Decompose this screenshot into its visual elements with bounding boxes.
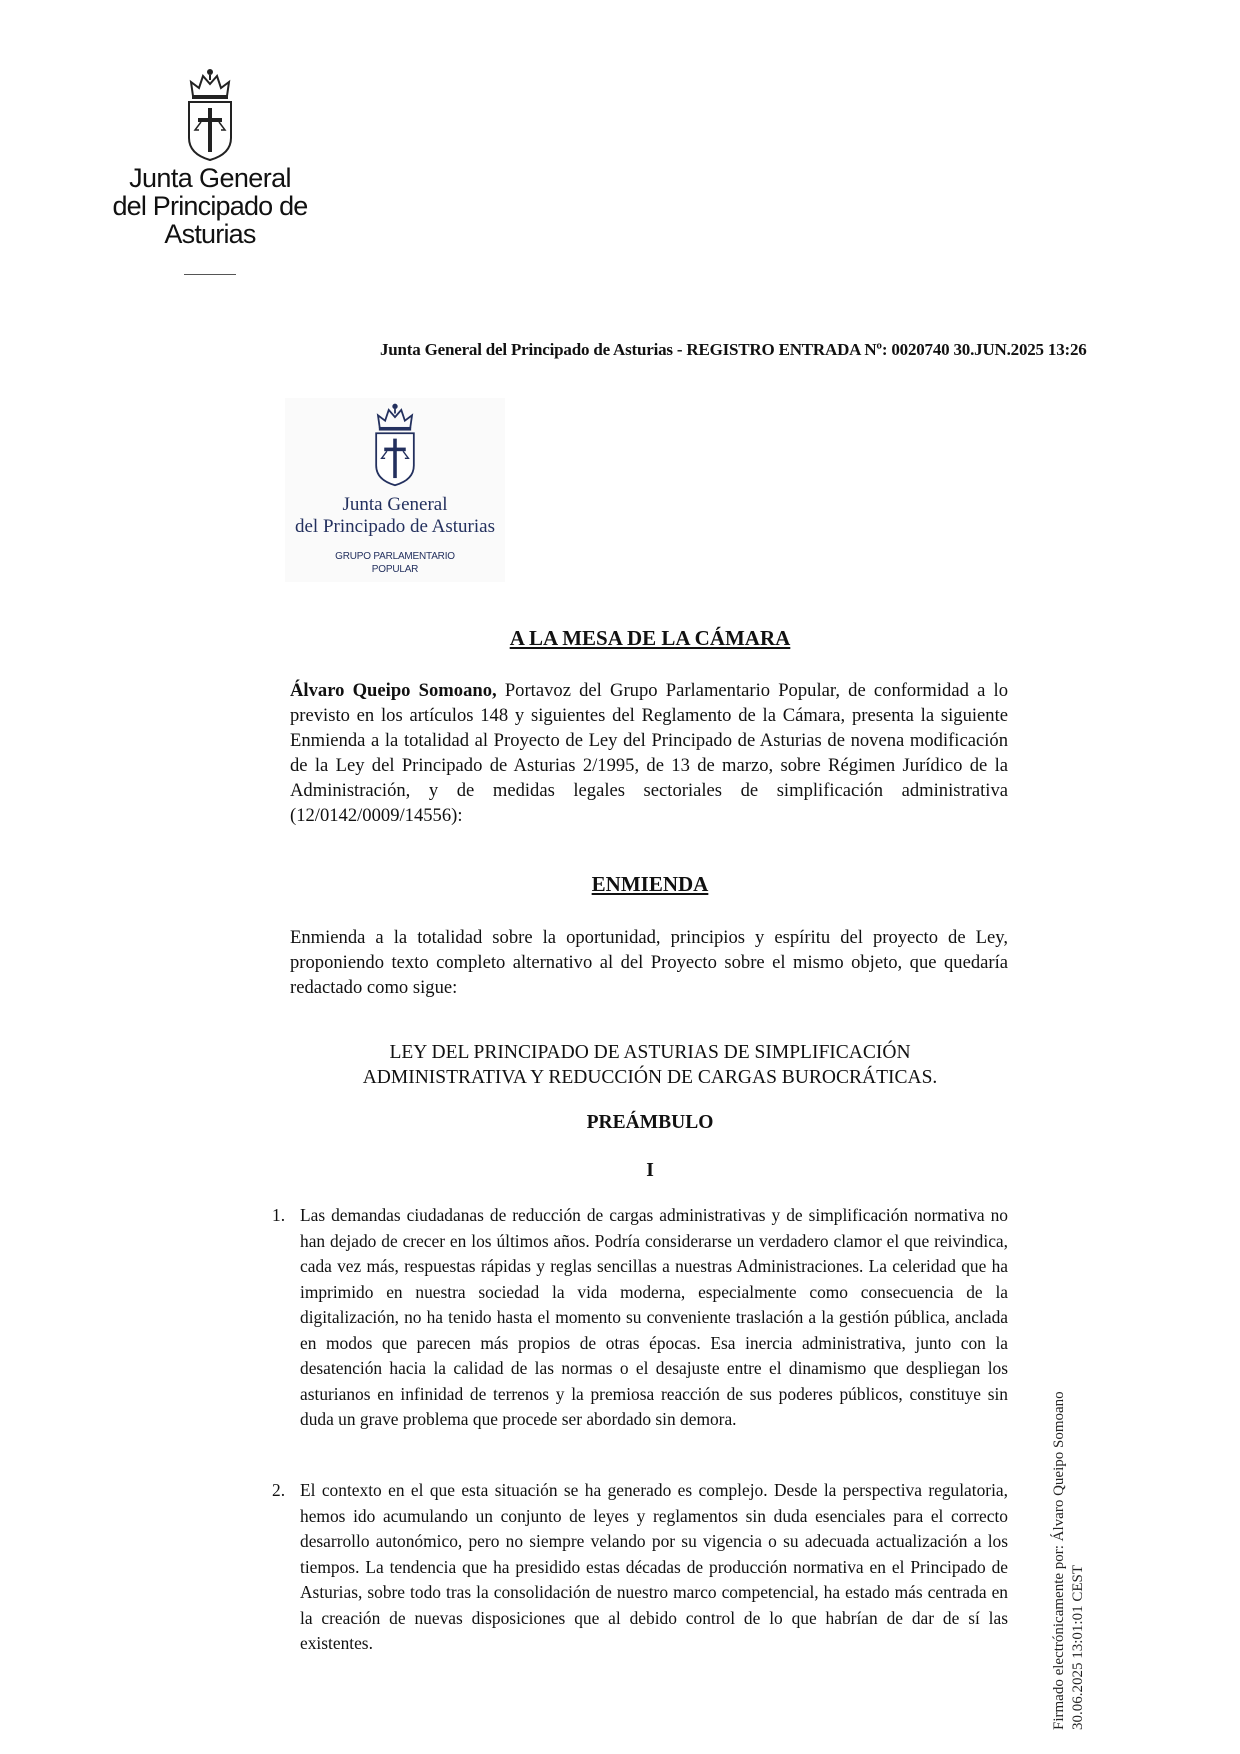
intro-paragraph bbox=[290, 678, 1008, 828]
institution-name-line2: del Principado de Asturias bbox=[112, 191, 308, 249]
law-title-line2: ADMINISTRATIVA Y REDUCCIÓN DE CARGAS BUROCRÁTICAS. bbox=[362, 1067, 938, 1088]
list-item bbox=[272, 1203, 1008, 1433]
electronic-signature bbox=[1050, 1330, 1112, 1730]
enmienda-description: Enmienda a la totalidad sobre la oportunidad, principios y espíritu del proyecto de Ley, proponiendo texto completo alternativo al del Proyecto sobre el mismo objeto, que quedaría redactado como sigue: bbox=[290, 927, 1008, 998]
group-logo-sub2: POPULAR bbox=[371, 564, 419, 575]
registry-stamp: Junta General del Principado de Asturias - REGISTRO ENTRADA Nº: 0020740 30.JUN.2025 13:26 bbox=[380, 340, 1087, 359]
list-item-text: Las demandas ciudadanas de reducción de cargas administrativas y de simplificación normativa no han dejado de crecer en los últimos años. Podría considerarse un verdadero clamor el que reivindica, cada vez más, respuestas rápidas y reglas sencillas a nuestras Administraciones. La celeridad que ha imprimido en nuestra sociedad la vida moderna, especialmente como consecuencia de la digitalización, no ha tenido hasta el momento su conveniente traslación a la gestión pública, anclada en modos que parecen más propios de otras épocas. Esa inercia administrativa, junto con la desatención hacia la calidad de las normas o el desajuste entre el dinamismo que despliegan los asturianos en infinidad de terrenos y la premiosa reacción de sus poderes públicos, constituye sin duda un grave problema que procede ser abordado sin demora. bbox=[300, 1205, 1008, 1429]
addressee-heading: A LA MESA DE LA CÁMARA bbox=[509, 626, 791, 650]
coat-of-arms-icon bbox=[369, 398, 421, 490]
coat-of-arms-icon bbox=[181, 66, 239, 162]
institution-logo bbox=[70, 66, 350, 275]
law-title-line1: LEY DEL PRINCIPADO DE ASTURIAS DE SIMPLIFICACIÓN bbox=[389, 1042, 911, 1063]
intro-text: Portavoz del Grupo Parlamentario Popular, de conformidad a lo previsto en los artículos 148 y siguientes del Reglamento de la Cámara, presenta la siguiente Enmienda a la totalidad al Proyecto de Ley del Principado de Asturias de novena modificación de la Ley del Principado de Asturias 2/1995, de 13 de marzo, sobre Régimen Jurídico de la Administración, y de medidas legales sectoriales de simplificación administrativa (12/0142/0009/14556): bbox=[290, 680, 1008, 826]
group-logo-line2: del Principado de Asturias bbox=[295, 516, 495, 537]
list-item-text: El contexto en el que esta situación se ha generado es complejo. Desde la perspectiva regulatoria, hemos ido acumulando un conjunto de leyes y reglamentos sin duda esenciales para el correcto desarrollo autonómico, pero no siempre velando por su vigencia o su adecuada actualización a los tiempos. La tendencia que ha presidido estas décadas de producción normativa en el Principado de Asturias, sobre todo tras la consolidación de nuestro marco competencial, ha estado más centrada en la creación de nuevas disposiciones que al debido control de lo que habrían de dar de sí las existentes. bbox=[300, 1480, 1008, 1653]
institution-name-line1: Junta General bbox=[129, 163, 291, 193]
logo-divider bbox=[184, 274, 236, 275]
section-number: I bbox=[646, 1160, 654, 1181]
spokesperson-name: Álvaro Queipo Somoano, bbox=[290, 680, 497, 701]
list-item-number: 2. bbox=[272, 1480, 286, 1500]
list-item bbox=[272, 1478, 1008, 1657]
group-logo bbox=[285, 398, 505, 582]
preamble-heading: PREÁMBULO bbox=[586, 1112, 714, 1133]
enmienda-heading: ENMIENDA bbox=[591, 872, 709, 896]
group-logo-sub1: GRUPO PARLAMENTARIO bbox=[335, 551, 455, 562]
law-title bbox=[290, 1040, 1010, 1090]
signature-line2: 30.06.2025 13:01:01 CEST bbox=[1070, 1564, 1086, 1730]
group-logo-line1: Junta General bbox=[342, 494, 448, 515]
list-item-number: 1. bbox=[272, 1205, 286, 1225]
signature-line1: Firmado electrónicamente por: Álvaro Queipo Somoano bbox=[1051, 1391, 1067, 1730]
